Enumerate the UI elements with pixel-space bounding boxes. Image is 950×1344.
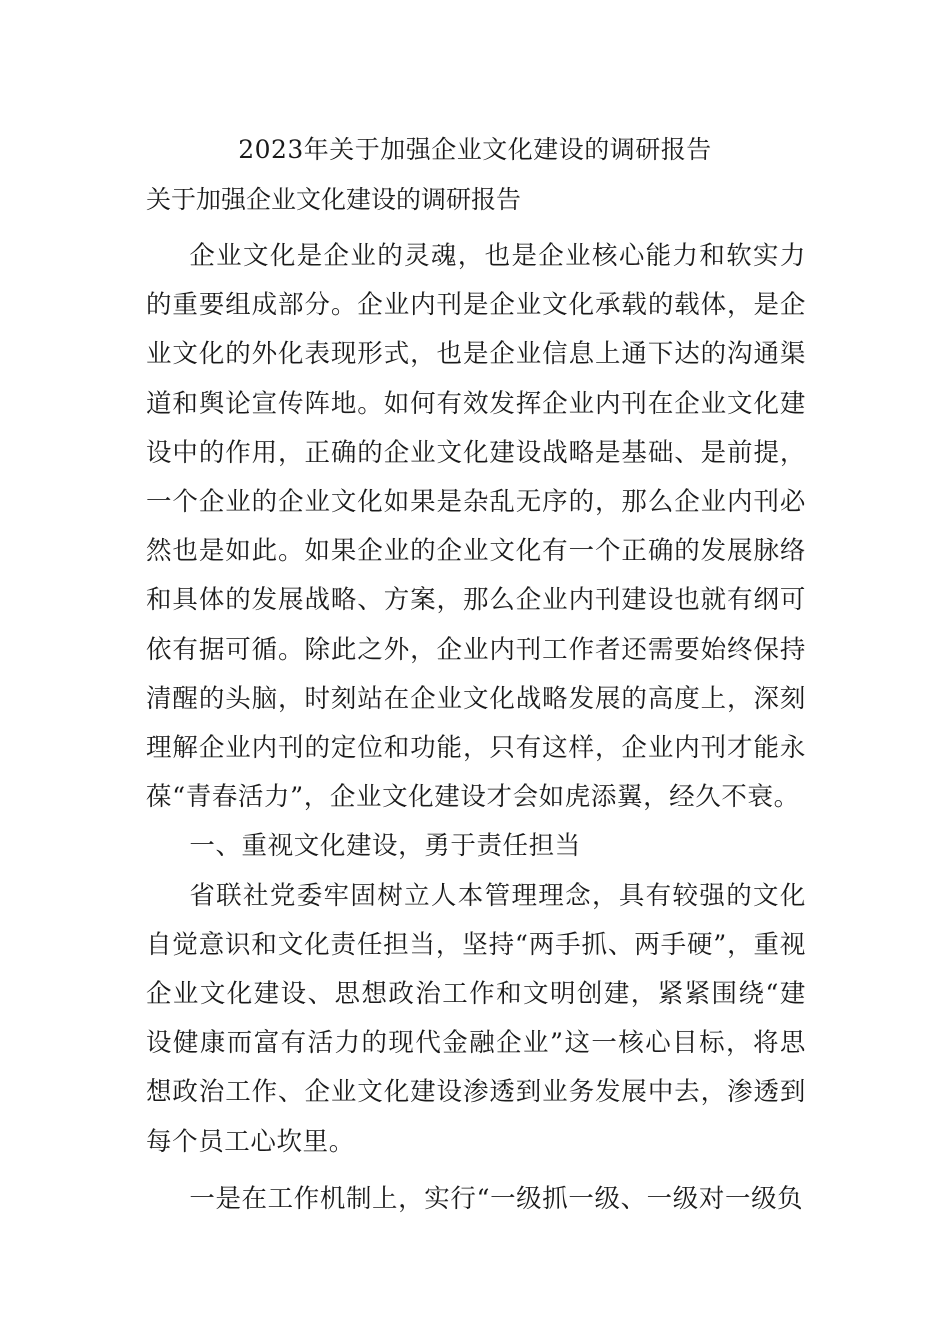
document-title: 2023年关于加强企业文化建设的调研报告 — [238, 135, 712, 164]
paragraph-intro: 企业文化是企业的灵魂，也是企业核心能力和软实力的重要组成部分。企业内刊是企业文化承载的载体，是企业文化的外化表现形式，也是企业信息上通下达的沟通渠道和舆论宣传阵地。如何有效发挥企业内刊在企业文化建设中的作用，正确的企业文化建设战略是基础、是前提，一个企业的企业文化如果是杂乱无序的，那么企业内刊必然也是如此。如果企业的企业文化有一个正确的发展脉络和具体的发展战略、方案，那么企业内刊建设也就有纲可依有据可循。除此之外，企业内刊工作者还需要始终保持清醒的头脑，时刻站在企业文化战略发展的高度上，深刻理解企业内刊的定位和功能，只有这样，企业内刊才能永葆“青春活力”，企业文化建设才会如虎添翼，经久不衰。 — [146, 241, 806, 813]
paragraph-section-1: 省联社党委牢固树立人本管理理念，具有较强的文化自觉意识和文化责任担当，坚持“两手抓、两手硬”，重视企业文化建设、思想政治工作和文明创建，紧紧围绕“建设健康而富有活力的现代金融企业”这一核心目标，将思想政治工作、企业文化建设渗透到业务发展中去，渗透到每个员工心坎里。 — [146, 880, 806, 1157]
section-heading: 一、重视文化建设，勇于责任担当 — [189, 831, 581, 862]
document-body — [146, 232, 806, 1224]
document-subtitle: 关于加强企业文化建设的调研报告 — [146, 185, 522, 214]
paragraph-section-2: 一是在工作机制上，实行“一级抓一级、一级对一级负 — [189, 1183, 804, 1214]
